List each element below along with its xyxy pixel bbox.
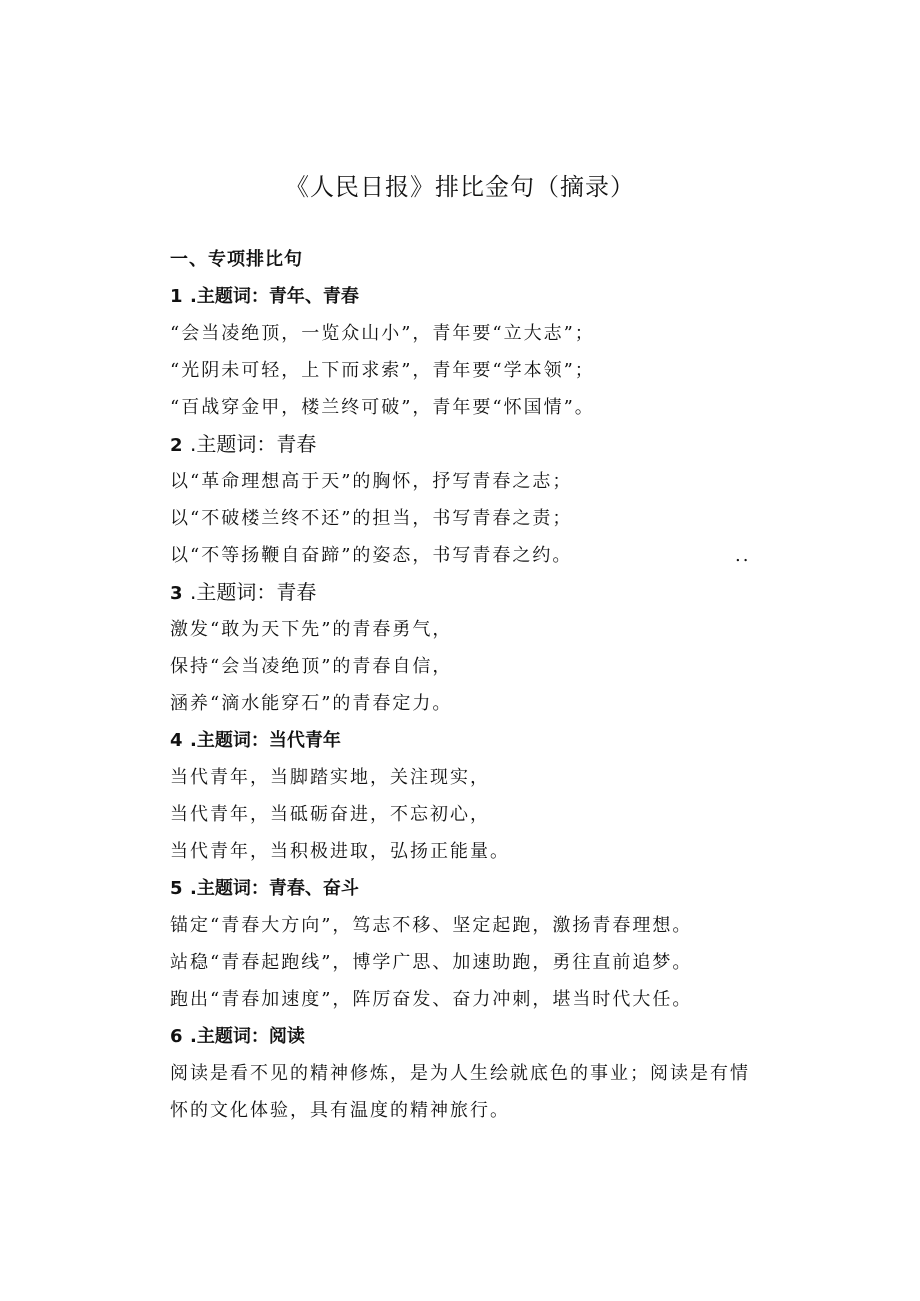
item-line: 跑出“青春加速度”，阵厉奋发、奋力冲刺，堪当时代大任。 <box>170 989 693 1010</box>
item-line: “百战穿金甲，楼兰终可破”，青年要“怀国情”。 <box>170 397 595 418</box>
item-label: .主题词：青年、青春 <box>190 286 359 307</box>
item-line: “会当凌绝顶，一览众山小”，青年要“立大志”； <box>170 323 595 344</box>
item-number: 5 <box>170 878 183 899</box>
document-body <box>170 241 760 1129</box>
section-heading: 一、专项排比句 <box>170 249 303 270</box>
item-label: .主题词：当代青年 <box>190 730 341 751</box>
trailing-mark: .. <box>735 545 751 566</box>
item-label: .主题词：青春、奋斗 <box>190 878 359 899</box>
item-line: 当代青年，当积极进取，弘扬正能量。 <box>170 841 510 862</box>
item-heading-1 <box>170 278 760 315</box>
item-paragraph: 阅读是看不见的精神修炼，是为人生绘就底色的事业；阅读是有情怀的文化体验，具有温度的精神旅行。 <box>170 1063 750 1121</box>
item-label: .主题词：青春 <box>190 432 317 456</box>
document-title: 《人民日报》排比金句（摘录） <box>285 173 635 201</box>
item-line: 以“革命理想高于天”的胸怀，抒写青春之志； <box>170 471 573 492</box>
item-line: 站稳“青春起跑线”，博学广思、加速助跑，勇往直前追梦。 <box>170 952 693 973</box>
item-label: .主题词：青春 <box>190 580 317 604</box>
item-number: 1 <box>170 286 183 307</box>
item-line: 保持“会当凌绝顶”的青春自信， <box>170 656 453 677</box>
item-line-with-mark <box>170 537 760 574</box>
item-line: 激发“敢为天下先”的青春勇气， <box>170 619 453 640</box>
item-heading-5 <box>170 870 760 907</box>
item-number: 3 <box>170 583 183 604</box>
item-number: 2 <box>170 435 183 456</box>
item-heading-3 <box>170 574 760 611</box>
item-line: 当代青年，当砥砺奋进，不忘初心， <box>170 804 490 825</box>
item-line: “光阴未可轻，上下而求索”，青年要“学本领”； <box>170 360 595 381</box>
item-line: 涵养“滴水能穿石”的青春定力。 <box>170 693 453 714</box>
item-line: 以“不破楼兰终不还”的担当，书写青春之责； <box>170 508 573 529</box>
item-label: .主题词：阅读 <box>190 1026 305 1047</box>
item-line-text: 以“不等扬鞭自奋蹄”的姿态，书写青春之约。 <box>170 545 573 566</box>
item-line: 当代青年，当脚踏实地，关注现实， <box>170 767 490 788</box>
item-number: 6 <box>170 1026 183 1047</box>
item-heading-2 <box>170 426 760 463</box>
item-line: 锚定“青春大方向”，笃志不移、坚定起跑，激扬青春理想。 <box>170 915 693 936</box>
item-number: 4 <box>170 730 183 751</box>
item-heading-6 <box>170 1018 760 1055</box>
item-heading-4 <box>170 722 760 759</box>
